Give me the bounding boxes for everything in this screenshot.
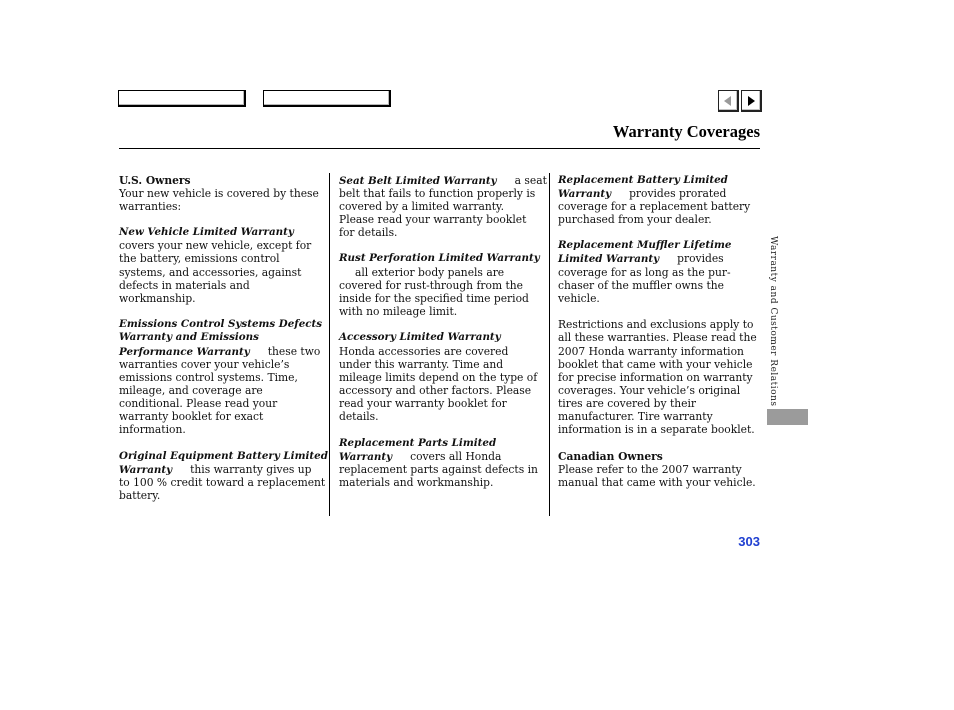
column-3 bbox=[558, 174, 758, 490]
spacer bbox=[119, 213, 324, 226]
warranty-title: Original Equipment Battery Limited bbox=[119, 449, 328, 462]
warranty-text-line: accessory and other factors. Please bbox=[339, 384, 532, 397]
restrictions-line: coverages. Your vehicle’s original bbox=[558, 384, 741, 397]
restrictions-line: manufacturer. Tire warranty bbox=[558, 410, 713, 424]
warranty-text-line: chaser of the muffler owns the bbox=[558, 278, 724, 292]
warranty-text-line: inside for the specified time period bbox=[339, 291, 529, 305]
warranty-text-line: defects in materials and bbox=[119, 278, 250, 292]
warranty-text-line: vehicle. bbox=[558, 291, 600, 305]
warranty-text-line: replacement parts against defects in bbox=[339, 462, 538, 476]
restrictions-line: information is in a separate booklet. bbox=[558, 423, 755, 437]
warranty-title-line bbox=[339, 173, 547, 187]
warranty-title: Replacement Battery Limited bbox=[558, 173, 728, 186]
section-side-tab bbox=[767, 409, 808, 425]
us-owners-heading: U.S. Owners bbox=[119, 173, 191, 187]
warranty-lead-text: these two bbox=[267, 344, 321, 358]
warranty-text-line: information. bbox=[119, 423, 186, 437]
warranty-text-line: covered by a limited warranty. bbox=[339, 199, 505, 213]
warranty-lead-text: provides bbox=[677, 252, 724, 266]
warranty-text-line: mileage, and coverage are bbox=[119, 384, 263, 397]
column-1 bbox=[119, 173, 328, 503]
page-number: 303 bbox=[738, 534, 760, 549]
warranty-title: Limited Warranty bbox=[558, 253, 660, 266]
warranty-text-line: workmanship. bbox=[119, 291, 196, 305]
warranty-text-line: emissions control systems. Time, bbox=[119, 370, 298, 384]
canadian-owners-heading: Canadian Owners bbox=[558, 449, 663, 463]
header-rule bbox=[119, 148, 760, 149]
warranty-title-line bbox=[119, 345, 324, 358]
warranty-text-line: with no mileage limit. bbox=[339, 305, 458, 319]
restrictions-line: for precise information on warranty bbox=[558, 370, 753, 384]
warranty-lead-text: covers all Honda bbox=[410, 449, 502, 463]
warranty-text-line: read your warranty booklet for bbox=[339, 397, 507, 411]
warranty-title: Accessory Limited Warranty bbox=[339, 331, 501, 344]
warranty-title: Seat Belt Limited Warranty bbox=[339, 174, 497, 187]
restrictions-line: booklet that came with your vehicle bbox=[558, 357, 753, 371]
warranty-text-line: systems, and accessories, against bbox=[119, 265, 302, 279]
previous-page-button[interactable] bbox=[718, 90, 739, 112]
warranty-text-line: conditional. Please read your bbox=[119, 397, 278, 411]
spacer bbox=[339, 318, 544, 331]
spacer bbox=[558, 437, 758, 450]
warranty-title-line bbox=[339, 450, 544, 463]
section-side-label: Warranty and Customer Relations bbox=[768, 236, 778, 407]
warranty-text-line: covered for rust-through from the bbox=[339, 278, 523, 292]
warranty-title: Warranty and Emissions bbox=[119, 331, 259, 344]
warranty-text-line: coverage for as long as the pur- bbox=[558, 265, 731, 279]
spacer bbox=[558, 226, 758, 239]
warranty-text-line: warranties cover your vehicle’s bbox=[119, 357, 290, 371]
top-nav-button-1[interactable] bbox=[118, 90, 246, 107]
warranty-lead-text: this warranty gives up bbox=[190, 462, 312, 476]
page-title: Warranty Coverages bbox=[612, 122, 760, 141]
canadian-owners-line: manual that came with your vehicle. bbox=[558, 476, 756, 490]
warranty-text-line: to 100 % credit toward a replacement bbox=[119, 476, 326, 490]
warranty-text-line: all exterior body panels are bbox=[355, 265, 505, 279]
warranty-lead-text: provides prorated bbox=[629, 186, 727, 200]
warranty-text-line: mileage limits depend on the type of bbox=[339, 370, 538, 384]
warranty-title: Performance Warranty bbox=[119, 345, 250, 358]
warranty-title-line bbox=[558, 187, 758, 200]
next-page-button[interactable] bbox=[741, 90, 762, 112]
warranty-text-line: belt that fails to function properly is bbox=[339, 186, 536, 200]
warranty-title: Warranty bbox=[339, 450, 393, 463]
column-divider bbox=[329, 173, 330, 516]
warranty-text-line: warranty booklet for exact bbox=[119, 410, 264, 424]
restrictions-line: all these warranties. Please read the bbox=[558, 331, 757, 345]
warranty-title: Replacement Parts Limited bbox=[339, 436, 497, 449]
warranty-text-line: for details. bbox=[339, 226, 398, 240]
warranty-text-line: the battery, emissions control bbox=[119, 252, 280, 266]
warranty-text-line: purchased from your dealer. bbox=[558, 212, 712, 226]
warranty-text-line: coverage for a replacement battery bbox=[558, 199, 751, 213]
warranty-title-line bbox=[558, 252, 758, 265]
restrictions-line: Restrictions and exclusions apply to bbox=[558, 318, 754, 332]
warranty-title: Replacement Muffler Lifetime bbox=[558, 239, 732, 252]
column-2 bbox=[339, 173, 547, 490]
warranty-text-line: details. bbox=[339, 410, 379, 424]
triangle-right-icon bbox=[748, 96, 755, 106]
warranty-text-line: battery. bbox=[119, 489, 161, 503]
triangle-left-icon bbox=[724, 96, 731, 106]
restrictions-line: tires are covered by their bbox=[558, 397, 696, 411]
spacer bbox=[558, 305, 758, 318]
warranty-title: Emissions Control Systems Defects bbox=[119, 318, 323, 331]
warranty-text-line: Please read your warranty booklet bbox=[339, 212, 527, 226]
warranty-title-line bbox=[119, 463, 324, 476]
spacer bbox=[339, 423, 544, 436]
spacer bbox=[119, 305, 324, 318]
warranty-lead-text: a seat bbox=[514, 173, 547, 187]
warranty-title: New Vehicle Limited Warranty bbox=[119, 226, 294, 239]
spacer bbox=[339, 239, 544, 252]
warranty-text-line: materials and workmanship. bbox=[339, 476, 494, 490]
us-owners-intro-line: warranties: bbox=[119, 199, 182, 213]
warranty-text-line: covers your new vehicle, except for bbox=[119, 239, 312, 253]
warranty-title: Warranty bbox=[119, 463, 173, 476]
us-owners-intro-line: Your new vehicle is covered by these bbox=[119, 186, 319, 200]
warranty-text-line: under this warranty. Time and bbox=[339, 357, 504, 371]
spacer bbox=[119, 437, 324, 450]
warranty-title: Warranty bbox=[558, 187, 612, 200]
top-nav-button-2[interactable] bbox=[263, 90, 391, 107]
warranty-title: Rust Perforation Limited Warranty bbox=[339, 252, 540, 265]
restrictions-line: 2007 Honda warranty information bbox=[558, 344, 744, 358]
warranty-text-line: Honda accessories are covered bbox=[339, 344, 509, 358]
canadian-owners-line: Please refer to the 2007 warranty bbox=[558, 462, 742, 476]
column-divider bbox=[549, 173, 550, 516]
